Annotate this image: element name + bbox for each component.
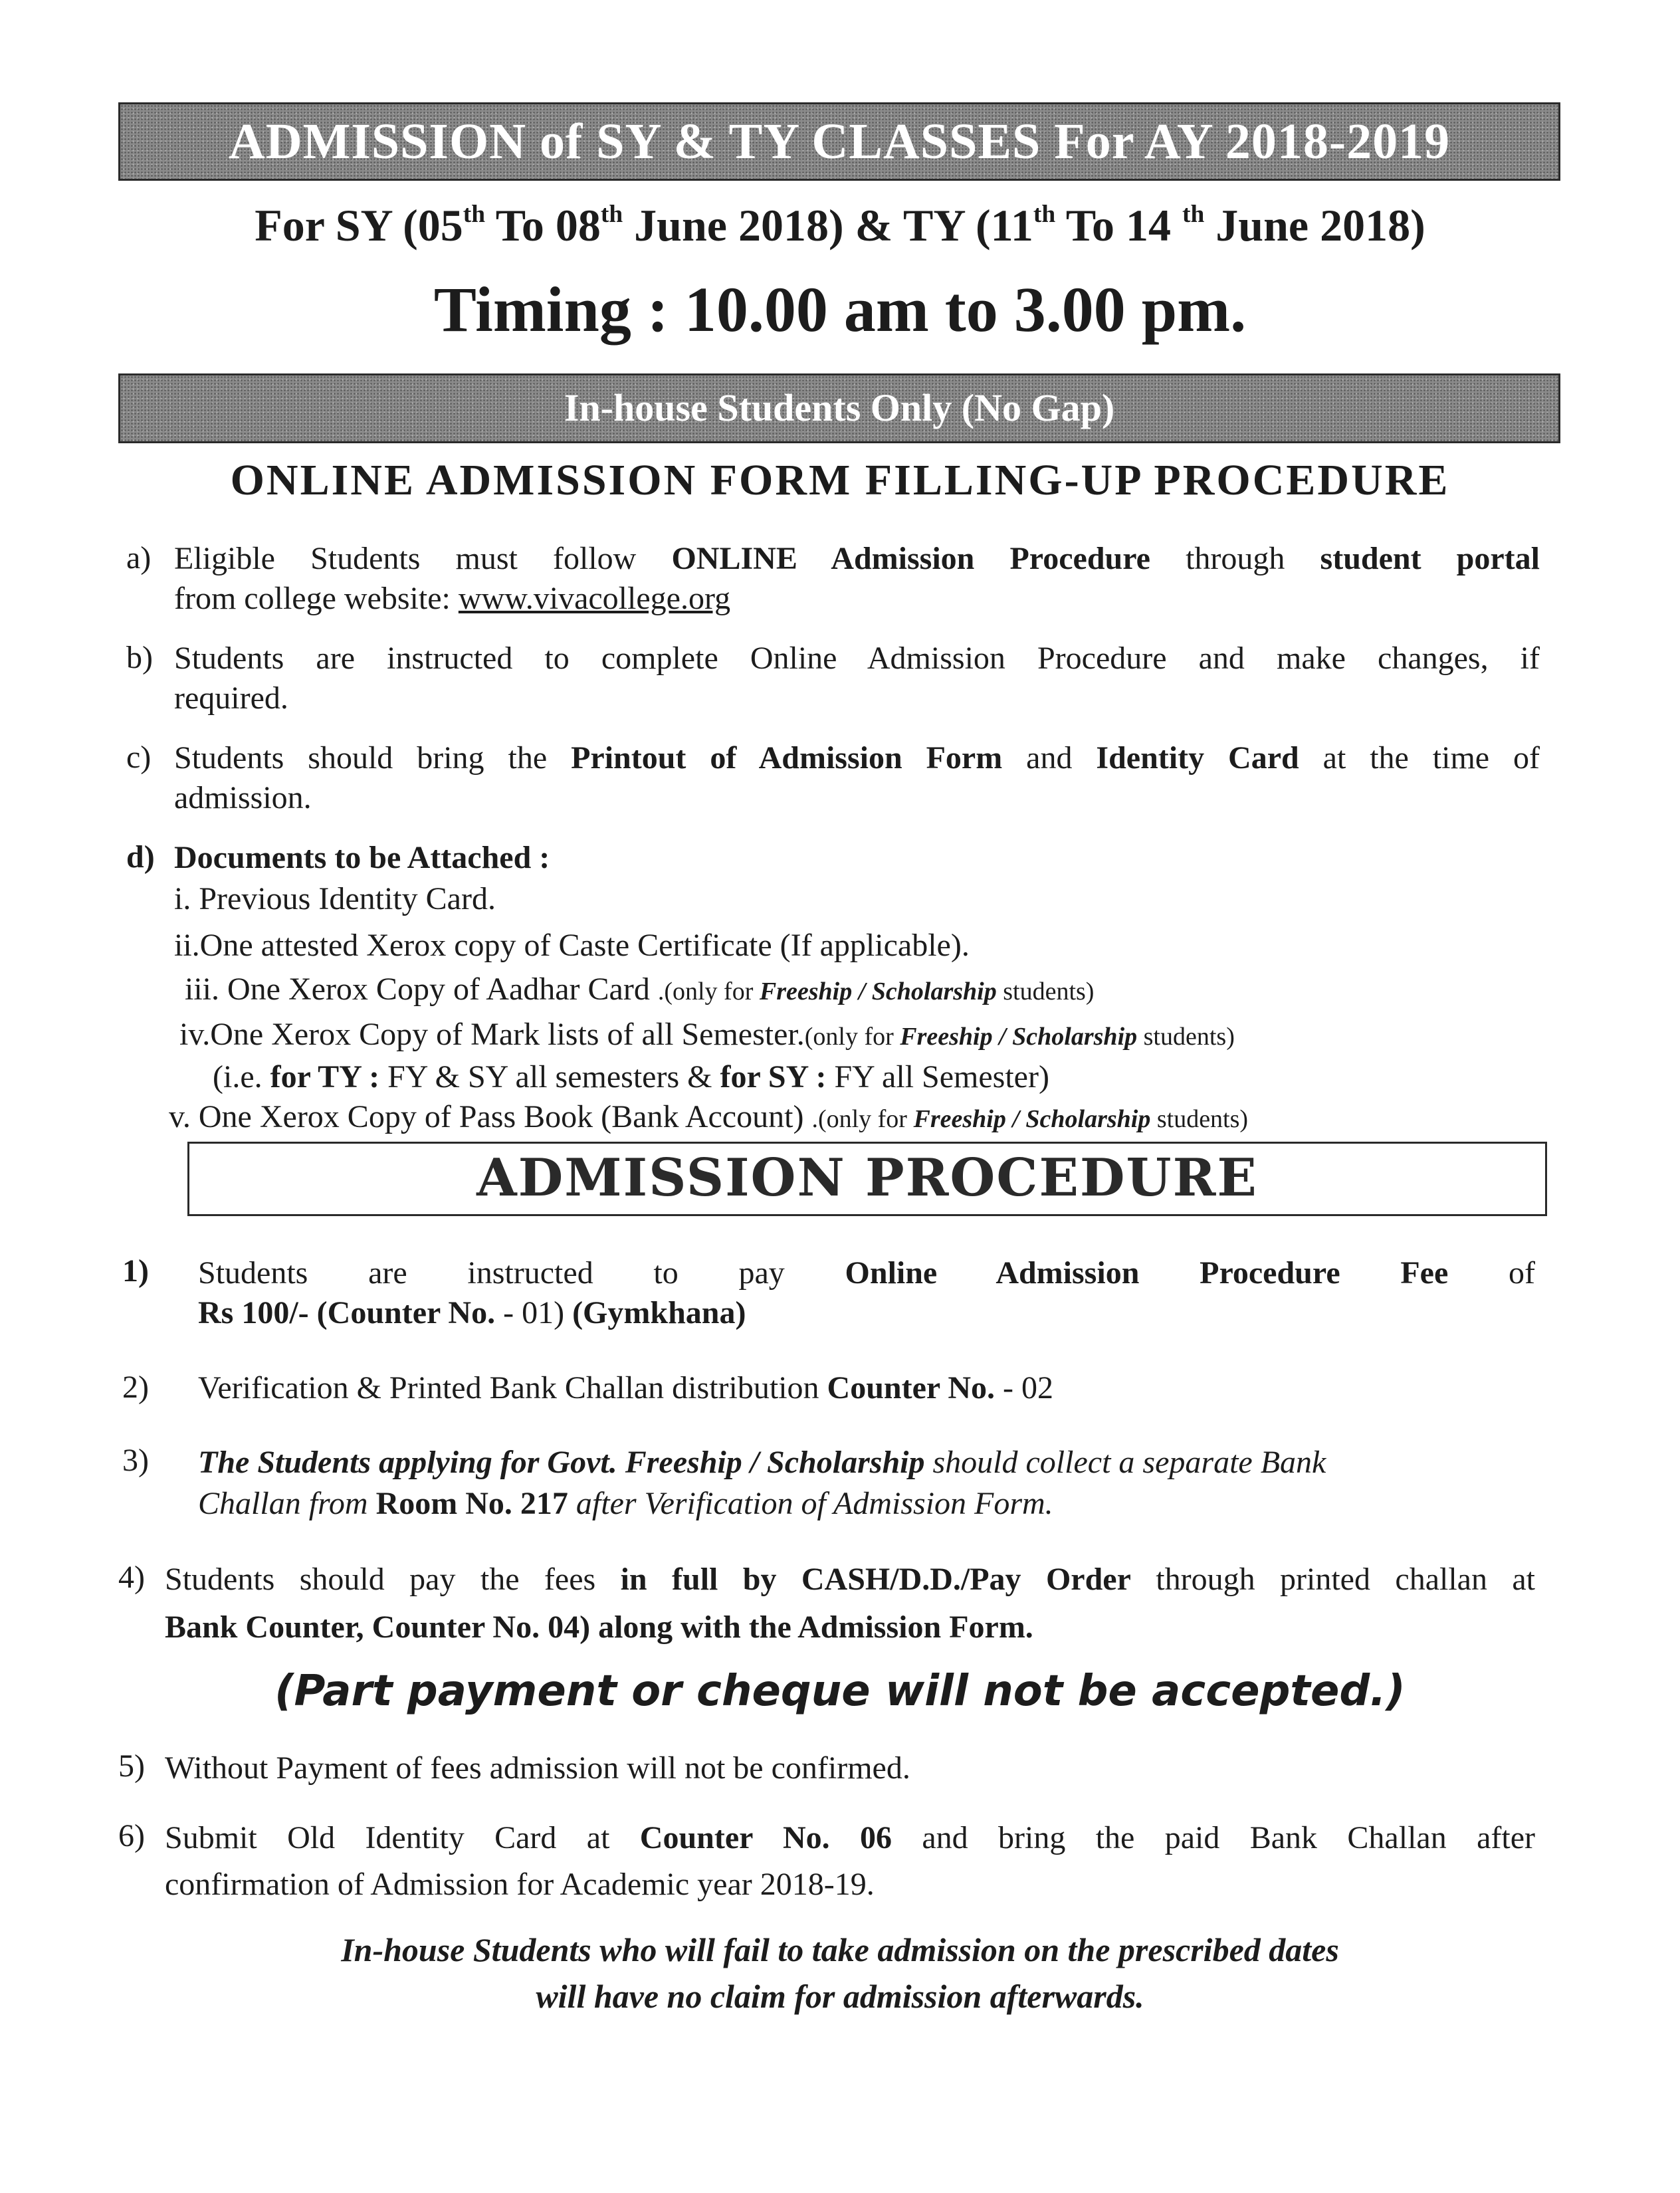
document-item: i. Previous Identity Card. (174, 881, 496, 916)
text-run: Submit Old Identity Card at (165, 1820, 640, 1855)
text-run: iii. One Xerox Copy of Aadhar Card (185, 972, 658, 1007)
text-run: Students should pay the fees (165, 1562, 621, 1597)
item-b-line2: required. (174, 680, 288, 716)
bold-italic-run: Freeship / Scholarship (900, 1023, 1138, 1051)
bold-run: Counter No. (827, 1370, 995, 1406)
italic-run: Challan from (198, 1486, 376, 1521)
text-run: .(only for (657, 978, 760, 1005)
step-4-line1 (165, 1559, 1535, 1600)
item-b-line1: Students are instructed to complete Online Admission Procedure and make changes, if (174, 641, 1540, 676)
bold-italic-run: Freeship / Scholarship (759, 978, 997, 1005)
dates-text: For SY (05 (255, 200, 463, 251)
document-item: ii.One attested Xerox copy of Caste Certificate (If applicable). (174, 928, 970, 963)
text-run: from college website: (174, 581, 459, 616)
bold-run: Rs 100/- (Counter No. (198, 1295, 496, 1330)
dates-sup: th (463, 200, 486, 228)
bold-run: Printout of Admission Form (571, 740, 1003, 776)
banner-title: ADMISSION of SY & TY CLASSES For AY 2018-2019 (228, 114, 1451, 169)
text-run: (i.e. (213, 1059, 270, 1095)
dates-text: To 08 (485, 200, 601, 251)
step-4-line2: Bank Counter, Counter No. 04) along with the Admission Form. (165, 1610, 1033, 1645)
item-marker: a) (126, 540, 152, 575)
bold-run: ONLINE Admission Procedure (671, 541, 1150, 576)
text-run: through (1150, 541, 1320, 576)
dates-text: June 2018) (1204, 200, 1425, 251)
bold-run: student portal (1320, 541, 1540, 576)
step-3-line1 (198, 1442, 1535, 1483)
text-run: Students are instructed to pay (198, 1255, 845, 1291)
bold-run: Online Admission Procedure Fee (845, 1255, 1449, 1291)
admission-dates (0, 199, 1680, 252)
bold-italic-run: Freeship / Scholarship (913, 1105, 1151, 1133)
closing-line-1: In-house Students who will fail to take admission on the prescribed dates (341, 1931, 1339, 1968)
step-5-line1: Without Payment of fees admission will not be confirmed. (165, 1750, 910, 1786)
step-marker: 2) (122, 1370, 149, 1405)
inhouse-banner-text: In-house Students Only (No Gap) (564, 386, 1115, 429)
admission-procedure-title: ADMISSION PROCEDURE (476, 1148, 1258, 1208)
text-run: students) (1137, 1023, 1235, 1051)
item-marker: c) (126, 740, 152, 775)
bold-run: in full by CASH/D.D./Pay Order (620, 1562, 1131, 1597)
text-run: (only for (804, 1023, 900, 1051)
payment-warning: (Part payment or cheque will not be accepted.) (274, 1667, 1406, 1716)
step-6-line2: confirmation of Admission for Academic year 2018-19. (165, 1867, 875, 1902)
item-a-line2 (174, 578, 730, 619)
text-run: iv.One Xerox Copy of Mark lists of all Semester. (179, 1017, 805, 1052)
text-run: - 02 (994, 1370, 1053, 1406)
document-item (185, 969, 1094, 1012)
text-run: v. One Xerox Copy of Pass Book (Bank Account) (169, 1099, 812, 1134)
dates-sup: th (600, 200, 623, 228)
bold-run: Room No. 217 (375, 1486, 568, 1521)
closing-line-2: will have no claim for admission afterwards. (536, 1978, 1144, 2015)
text-run: at the time of (1299, 740, 1540, 776)
item-marker: d) (126, 839, 155, 875)
text-run: .(only for (811, 1105, 914, 1133)
step-marker: 1) (122, 1253, 149, 1289)
text-run: FY all Semester) (826, 1059, 1049, 1095)
text-run: FY & SY all semesters & (379, 1059, 720, 1095)
bold-run: Counter No. 06 (639, 1820, 892, 1855)
admission-procedure-heading (187, 1142, 1547, 1216)
bold-run: (Gymkhana) (572, 1295, 746, 1330)
step-marker: 3) (122, 1443, 149, 1478)
italic-run: should collect a separate Bank (924, 1445, 1326, 1480)
step-2-line1 (198, 1368, 1053, 1409)
document-item (179, 1014, 1235, 1057)
text-run: of (1448, 1255, 1535, 1291)
documents-title: Documents to be Attached : (174, 840, 550, 875)
text-run: students) (1150, 1105, 1249, 1133)
text-run: Students should bring the (174, 740, 572, 776)
text-run: Eligible Students must follow (174, 541, 672, 576)
step-marker: 4) (118, 1560, 145, 1595)
bold-run: for TY : (270, 1059, 380, 1095)
document-item (169, 1096, 1248, 1140)
document-item-note (213, 1057, 1049, 1098)
item-marker: b) (126, 640, 153, 675)
text-run: students) (996, 978, 1095, 1005)
bold-italic-run: The Students applying for Govt. Freeship / Scholarship (198, 1445, 925, 1480)
website-link[interactable]: www.vivacollege.org (458, 581, 731, 616)
text-run: - 01) (495, 1295, 573, 1330)
dates-text: June 2018) & TY (11 (623, 200, 1033, 251)
italic-run: after Verification of Admission Form. (568, 1486, 1053, 1521)
title-banner (118, 102, 1560, 181)
inhouse-banner (118, 373, 1560, 443)
item-c-line2: admission. (174, 780, 312, 815)
step-marker: 6) (118, 1818, 145, 1853)
text-run: through printed challan at (1130, 1562, 1536, 1597)
item-a-line1 (174, 538, 1540, 579)
step-3-line2 (198, 1483, 1053, 1524)
timing-line: Timing : 10.00 am to 3.00 pm. (433, 274, 1247, 345)
item-c-line1 (174, 738, 1540, 779)
bold-run: for SY : (720, 1059, 827, 1095)
online-section-title: ONLINE ADMISSION FORM FILLING-UP PROCEDURE (230, 456, 1450, 504)
step-1-line1 (198, 1253, 1535, 1294)
text-run: and bring the paid Bank Challan after (891, 1820, 1535, 1855)
step-6-line1 (165, 1818, 1535, 1859)
step-1-line2 (198, 1293, 746, 1334)
step-marker: 5) (118, 1748, 145, 1784)
dates-sup: th (1182, 200, 1205, 228)
dates-sup: th (1033, 200, 1056, 228)
text-run: and (1002, 740, 1097, 776)
bold-run: Identity Card (1096, 740, 1299, 776)
text-run: Verification & Printed Bank Challan distribution (198, 1370, 827, 1406)
dates-text: To 14 (1055, 200, 1183, 251)
